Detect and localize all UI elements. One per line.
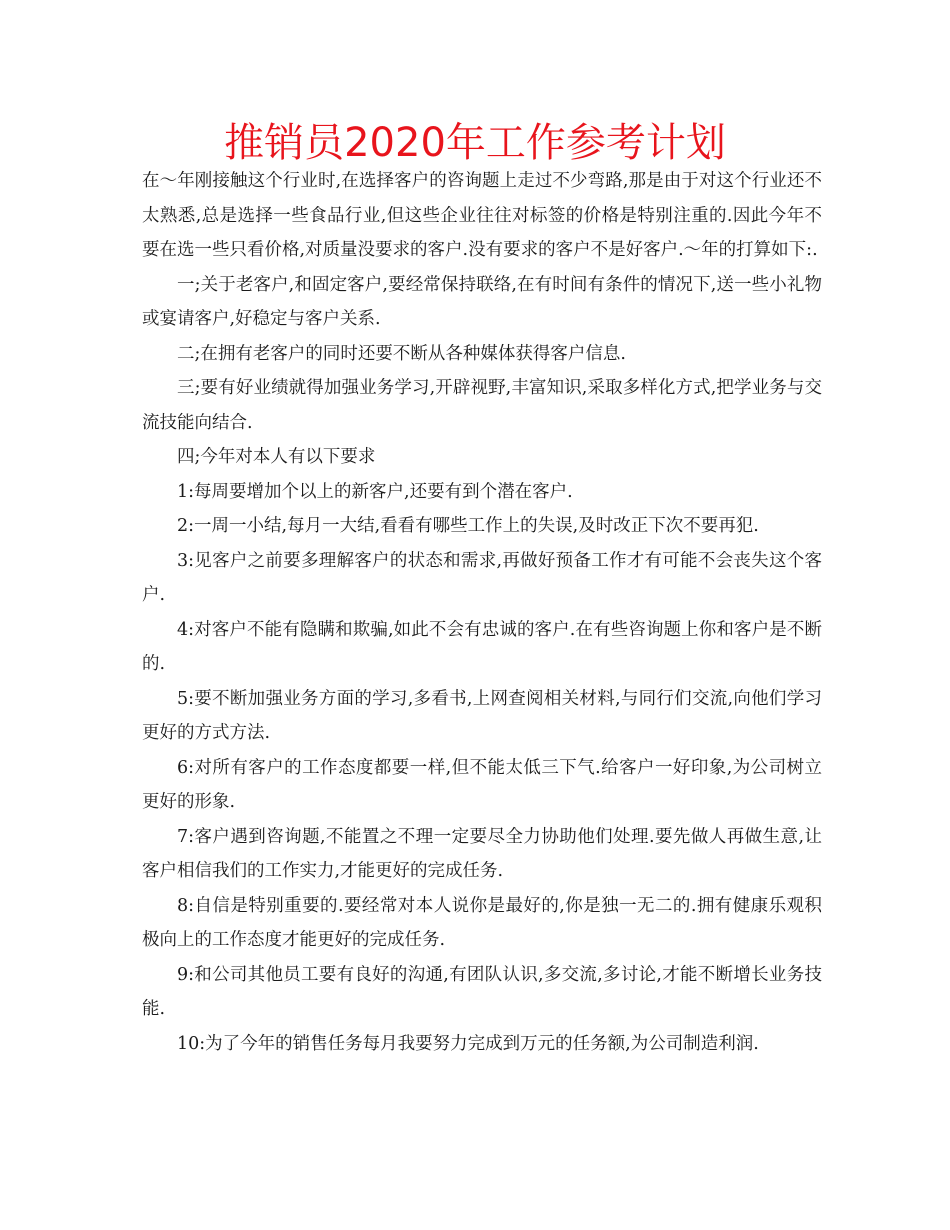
paragraph-4: 四;今年对本人有以下要求 [177,447,376,467]
requirement-1: 1:每周要增加个以上的新客户,还要有到个潜在客户. [177,481,573,502]
requirement-2: 2:一周一小结,每月一大结,看看有哪些工作上的失误,及时改正下次不要再犯. [177,516,759,536]
requirement-6: 6:对所有客户的工作态度都要一样,但不能太低三下气.给客户一好印象,为公司树立更好的形象. [142,757,822,812]
paragraph-2: 二;在拥有老客户的同时还要不断从各种媒体获得客户信息. [177,343,626,364]
intro-paragraph: 在～年刚接触这个行业时,在选择客户的咨询题上走过不少弯路,那是由于对这个行业还不太熟悉,总是选择一些食品行业,但这些企业往往对标签的价格是特别注重的.因此今年不要在选一些只看价格,对质量没要求的客户.没有要求的客户不是好客户.～年的打算如下:. [142,171,822,260]
paragraph-3: 三;要有好业绩就得加强业务学习,开辟视野,丰富知识,采取多样化方式,把学业务与交流技能向结合. [142,378,822,433]
requirement-9: 9:和公司其他员工要有良好的沟通,有团队认识,多交流,多讨论,才能不断增长业务技能. [142,964,822,1019]
document-title: 推销员2020年工作参考计划 [224,120,726,166]
requirement-4: 4:对客户不能有隐瞒和欺骗,如此不会有忠诚的客户.在有些咨询题上你和客户是不断的. [142,619,822,674]
requirement-8: 8:自信是特别重要的.要经常对本人说你是最好的,你是独一无二的.拥有健康乐观积极向上的工作态度才能更好的完成任务. [142,895,822,950]
requirement-10: 10:为了今年的销售任务每月我要努力完成到万元的任务额,为公司制造利润. [177,1033,759,1054]
requirement-7: 7:客户遇到咨询题,不能置之不理一定要尽全力协助他们处理.要先做人再做生意,让客户相信我们的工作实力,才能更好的完成任务. [142,826,822,881]
requirement-5: 5:要不断加强业务方面的学习,多看书,上网查阅相关材料,与同行们交流,向他们学习更好的方式方法. [142,688,822,743]
requirement-3: 3:见客户之前要多理解客户的状态和需求,再做好预备工作才有可能不会丧失这个客户. [142,550,822,605]
document-body [142,164,822,1061]
paragraph-1: 一;关于老客户,和固定客户,要经常保持联络,在有时间有条件的情况下,送一些小礼物或宴请客户,好稳定与客户关系. [142,274,822,329]
